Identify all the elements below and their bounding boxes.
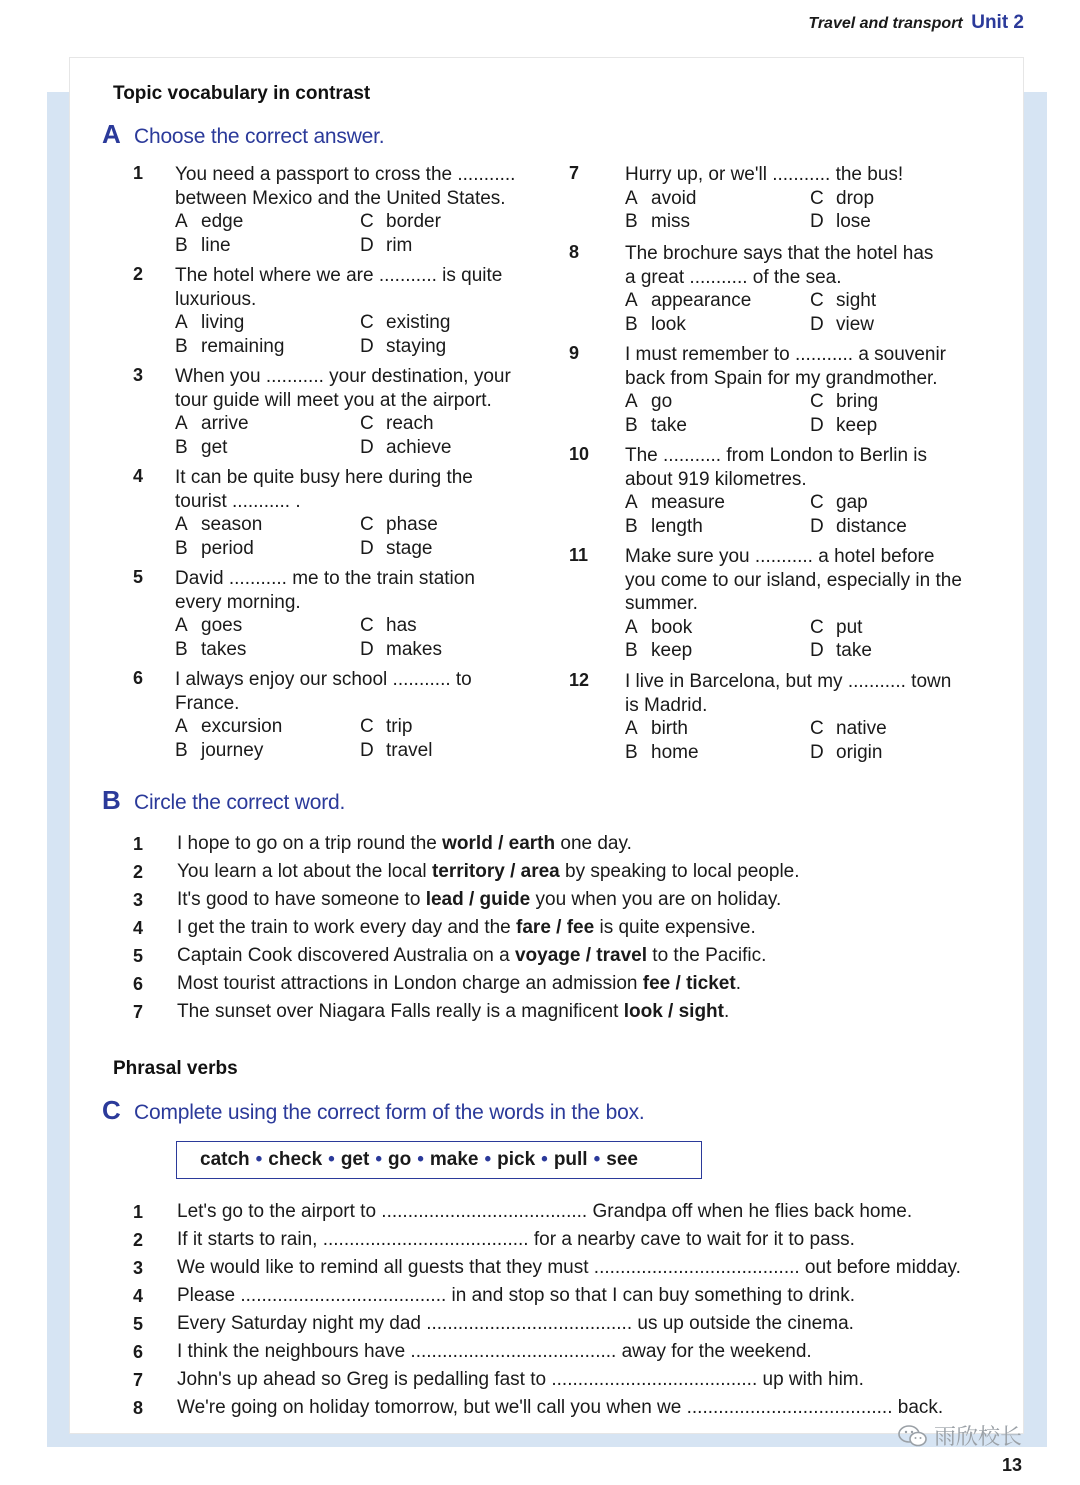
- circle-word-item: [133, 970, 953, 998]
- option-letter: D: [810, 414, 824, 436]
- answer-option-b: [625, 313, 805, 337]
- question-number: 8: [569, 242, 580, 262]
- gap-fill-sentence[interactable]: John's up ahead so Greg is pedalling fast to ....................................... up with him.: [177, 1369, 864, 1390]
- item-number: 5: [133, 946, 144, 966]
- sentence-text: to the Pacific.: [647, 945, 767, 966]
- question-stem: [175, 365, 535, 412]
- item-sentence: [177, 914, 756, 942]
- option-text: excursion: [201, 716, 283, 737]
- answer-option-d: [810, 515, 990, 539]
- word-box-item: go: [387, 1149, 412, 1170]
- task-c-letter: C: [102, 1095, 121, 1125]
- question-stem-line: The hotel where we are ........... is quite: [175, 265, 503, 286]
- answer-option-c: [810, 717, 990, 741]
- option-text: reach: [386, 413, 434, 434]
- answer-option-d: [810, 414, 990, 438]
- option-letter: C: [360, 514, 374, 535]
- answer-option-b: [175, 537, 355, 561]
- sentence-text: Captain Cook discovered Australia on a: [177, 945, 515, 966]
- gap-fill-item: [133, 1366, 993, 1394]
- answer-option-d: [810, 639, 990, 663]
- option-text: measure: [651, 492, 725, 513]
- question-stem-line: The brochure says that the hotel has: [625, 243, 934, 264]
- answer-option-a: [175, 614, 355, 638]
- question-stem-line: summer.: [625, 593, 698, 614]
- sentence-text: The sunset over Niagara Falls really is a magnificent: [177, 1001, 624, 1022]
- question-stem: [175, 567, 535, 614]
- answer-option-c: [360, 614, 540, 638]
- gap-fill-item: [133, 1282, 993, 1310]
- question-stem-line: every morning.: [175, 591, 301, 613]
- sentence-text: one day.: [555, 833, 632, 854]
- gap-fill-sentence[interactable]: Every Saturday night my dad ....................................... us up outside the cinema.: [177, 1313, 854, 1334]
- option-text: birth: [651, 718, 688, 739]
- option-text: edge: [201, 211, 244, 232]
- question-stem-line: The ........... from London to Berlin is: [625, 445, 928, 466]
- option-letter: C: [360, 413, 374, 434]
- word-separator: •: [255, 1149, 263, 1170]
- option-text: border: [386, 211, 441, 232]
- section-heading-phrasal-verbs: Phrasal verbs: [113, 1058, 238, 1079]
- watermark-text: 雨欣校长: [934, 1424, 1023, 1449]
- option-letter: B: [625, 414, 638, 436]
- word-separator: •: [417, 1149, 424, 1170]
- item-sentence: [177, 998, 729, 1026]
- circle-word-item: [133, 998, 953, 1026]
- answer-option-d: [360, 537, 540, 561]
- option-letter: D: [360, 436, 374, 458]
- option-letter: C: [360, 716, 374, 737]
- word-separator: •: [593, 1149, 601, 1170]
- task-b-header: [102, 785, 345, 816]
- word-box-item: catch: [200, 1149, 250, 1170]
- option-letter: D: [810, 640, 824, 661]
- option-letter: B: [175, 335, 188, 357]
- circle-word-list: [133, 830, 953, 1026]
- option-letter: A: [625, 616, 638, 638]
- gap-fill-item: [133, 1226, 993, 1254]
- option-text: journey: [201, 739, 264, 761]
- task-b-letter: B: [102, 785, 121, 815]
- question-stem-line: I always enjoy our school ........... to: [175, 669, 472, 690]
- option-text: arrive: [201, 413, 249, 434]
- item-number: 6: [133, 1342, 144, 1362]
- word-box-item: make: [429, 1149, 479, 1170]
- phrasal-verb-list: [133, 1198, 993, 1422]
- option-letter: A: [175, 615, 188, 636]
- option-letter: D: [360, 234, 374, 256]
- option-letter: C: [810, 616, 824, 638]
- option-letter: B: [175, 436, 188, 458]
- option-letter: B: [625, 515, 638, 537]
- option-letter: D: [360, 537, 374, 559]
- answer-option-a: [175, 715, 355, 739]
- gap-fill-item: [133, 1394, 993, 1422]
- option-text: existing: [386, 312, 451, 333]
- question-number: 6: [133, 668, 144, 688]
- option-text: period: [201, 537, 254, 559]
- answer-option-a: [175, 311, 355, 335]
- option-text: season: [201, 514, 263, 535]
- option-text: living: [201, 312, 245, 333]
- option-letter: C: [360, 615, 374, 636]
- option-letter: A: [175, 514, 188, 535]
- word-separator: •: [328, 1149, 335, 1170]
- option-text: achieve: [386, 436, 452, 458]
- word-choice[interactable]: voyage / travel: [514, 945, 648, 966]
- option-text: home: [651, 741, 699, 763]
- answer-option-c: [360, 715, 540, 739]
- option-letter: C: [810, 391, 824, 412]
- question-stem-line: I live in Barcelona, but my ........... town: [625, 671, 952, 692]
- option-text: look: [651, 313, 686, 335]
- sentence-text: is quite expensive.: [594, 917, 756, 938]
- option-letter: D: [810, 211, 824, 232]
- answer-option-b: [175, 638, 355, 662]
- question-stem-line: luxurious.: [175, 288, 257, 310]
- question-stem-line: When you ........... your destination, your: [175, 366, 511, 387]
- option-text: keep: [836, 414, 878, 436]
- sentence-text: I get the train to work every day and the: [177, 917, 517, 938]
- word-separator: •: [484, 1149, 492, 1170]
- question-number: 1: [133, 163, 144, 183]
- option-letter: C: [810, 187, 824, 209]
- question-number: 4: [133, 466, 144, 486]
- answer-option-c: [810, 491, 990, 515]
- option-text: takes: [201, 638, 247, 660]
- word-choice[interactable]: fee / ticket: [642, 973, 736, 994]
- question-stem-line: between Mexico and the United States.: [175, 187, 506, 209]
- answer-option-a: [625, 289, 805, 313]
- answer-option-d: [360, 739, 540, 763]
- answer-option-d: [810, 313, 990, 337]
- item-number: 3: [133, 1258, 144, 1278]
- answer-option-c: [360, 513, 540, 537]
- answer-option-a: [625, 390, 805, 414]
- option-letter: C: [810, 290, 824, 311]
- option-text: sight: [836, 290, 877, 311]
- sentence-text: you when you are on holiday.: [530, 889, 782, 910]
- item-sentence: [177, 858, 800, 886]
- answer-option-b: [625, 515, 805, 539]
- question-stem-line: David ........... me to the train station: [175, 568, 475, 589]
- option-text: stage: [386, 537, 433, 559]
- running-head-title: Travel and transport: [808, 15, 963, 32]
- answer-option-b: [175, 436, 355, 460]
- gap-fill-sentence[interactable]: I think the neighbours have ....................................... away for the weekend.: [177, 1341, 812, 1362]
- option-text: bring: [836, 391, 879, 412]
- option-letter: D: [810, 313, 824, 335]
- item-sentence: [177, 830, 632, 858]
- task-a-instruction: Choose the correct answer.: [134, 125, 385, 148]
- word-box-item: see: [606, 1149, 638, 1170]
- option-letter: B: [175, 234, 188, 256]
- option-text: put: [836, 616, 863, 638]
- option-text: appearance: [651, 290, 752, 311]
- option-text: get: [201, 436, 228, 458]
- option-letter: B: [175, 739, 188, 761]
- option-text: go: [651, 391, 673, 412]
- option-text: staying: [386, 335, 447, 357]
- circle-word-item: [133, 914, 953, 942]
- answer-option-d: [360, 638, 540, 662]
- answer-option-d: [810, 741, 990, 765]
- sentence-text: .: [723, 1001, 730, 1022]
- option-text: phase: [386, 514, 438, 535]
- question-stem-line: a great ........... of the sea.: [625, 266, 842, 288]
- option-letter: B: [625, 313, 638, 335]
- question-stem-line: You need a passport to cross the ...........: [175, 164, 516, 185]
- answer-option-b: [625, 741, 805, 765]
- option-letter: A: [175, 312, 188, 333]
- answer-option-a: [175, 513, 355, 537]
- gap-fill-sentence[interactable]: Let's go to the airport to ....................................... Grandpa off when he flies back home.: [177, 1201, 913, 1222]
- running-head-unit: Unit 2: [971, 12, 1024, 33]
- answer-option-b: [175, 234, 355, 258]
- word-box-item: pull: [553, 1149, 588, 1170]
- gap-fill-sentence[interactable]: We would like to remind all guests that they must ....................................... out before midday.: [177, 1257, 961, 1278]
- option-text: trip: [386, 716, 413, 737]
- option-text: rim: [386, 234, 413, 256]
- question-stem: [625, 545, 985, 616]
- answer-option-c: [810, 390, 990, 414]
- option-letter: A: [175, 413, 188, 434]
- option-text: length: [651, 515, 703, 537]
- question-stem-line: you come to our island, especially in the: [625, 569, 962, 591]
- sentence-text: It's good to have someone to: [177, 889, 426, 910]
- answer-option-c: [360, 311, 540, 335]
- question-stem: [625, 444, 985, 491]
- question-stem-line: It can be quite busy here during the: [175, 467, 473, 488]
- option-text: take: [651, 414, 687, 436]
- word-box-item: pick: [497, 1149, 536, 1170]
- option-text: has: [386, 615, 417, 636]
- option-letter: D: [810, 741, 824, 763]
- word-choice[interactable]: territory / area: [431, 861, 560, 882]
- item-sentence: [177, 886, 781, 914]
- option-text: native: [836, 718, 887, 739]
- task-a-header: [102, 119, 384, 150]
- option-text: gap: [836, 492, 868, 513]
- question-stem: [175, 668, 535, 715]
- answer-option-c: [810, 616, 990, 640]
- word-choice[interactable]: lead / guide: [425, 889, 531, 910]
- option-letter: A: [625, 718, 638, 739]
- option-letter: B: [625, 640, 638, 661]
- answer-option-b: [625, 639, 805, 663]
- option-letter: D: [360, 638, 374, 660]
- option-letter: A: [625, 187, 638, 209]
- question-stem: [175, 264, 535, 311]
- sentence-text: You learn a lot about the local: [177, 861, 432, 882]
- gap-fill-item: [133, 1198, 993, 1226]
- answer-option-a: [625, 187, 805, 211]
- option-text: view: [836, 313, 875, 335]
- question-number: 12: [569, 670, 590, 690]
- option-text: drop: [836, 187, 875, 209]
- option-letter: A: [625, 391, 638, 412]
- answer-option-d: [360, 234, 540, 258]
- gap-fill-item: [133, 1338, 993, 1366]
- option-letter: B: [625, 211, 638, 232]
- sentence-text: Most tourist attractions in London charge an admission: [177, 973, 643, 994]
- answer-option-d: [360, 335, 540, 359]
- question-stem-line: France.: [175, 692, 240, 714]
- answer-option-d: [810, 210, 990, 234]
- task-c-header: [102, 1095, 645, 1126]
- item-number: 2: [133, 1230, 144, 1250]
- running-head: [808, 12, 1024, 34]
- question-stem: [625, 343, 985, 390]
- option-text: keep: [651, 640, 693, 661]
- sentence-text: .: [735, 973, 741, 994]
- question-stem-line: Make sure you ........... a hotel before: [625, 546, 935, 567]
- question-stem-line: tourist ........... .: [175, 490, 301, 512]
- option-text: lose: [836, 211, 871, 232]
- task-c-instruction: Complete using the correct form of the words in the box.: [134, 1101, 645, 1124]
- question-number: 3: [133, 365, 144, 385]
- item-sentence: [177, 970, 741, 998]
- item-number: 3: [133, 890, 144, 910]
- question-stem: [625, 670, 985, 717]
- item-number: 5: [133, 1314, 144, 1334]
- question-stem-line: Hurry up, or we'll ........... the bus!: [625, 164, 904, 185]
- answer-option-a: [625, 717, 805, 741]
- gap-fill-sentence[interactable]: If it starts to rain, ....................................... for a nearby cave to wait for it to pass.: [177, 1229, 855, 1250]
- gap-fill-item: [133, 1310, 993, 1338]
- option-text: makes: [386, 638, 442, 660]
- option-letter: B: [175, 638, 188, 660]
- word-choice[interactable]: fare / fee: [516, 917, 595, 938]
- option-letter: A: [625, 290, 638, 311]
- question-number: 11: [569, 545, 589, 565]
- watermark: [898, 1420, 1022, 1451]
- question-stem: [175, 466, 535, 513]
- word-box-item: check: [268, 1149, 323, 1170]
- item-number: 4: [133, 1286, 144, 1306]
- gap-fill-sentence[interactable]: We're going on holiday tomorrow, but we'll call you when we ....................................... back.: [177, 1397, 944, 1418]
- option-letter: C: [360, 312, 374, 333]
- question-stem: [625, 163, 985, 187]
- question-number: 7: [569, 163, 580, 183]
- option-letter: C: [360, 211, 374, 232]
- word-separator: •: [541, 1149, 548, 1170]
- answer-option-c: [810, 187, 990, 211]
- sentence-text: I hope to go on a trip round the: [177, 833, 443, 854]
- option-letter: A: [175, 211, 188, 232]
- option-text: travel: [386, 739, 433, 761]
- answer-option-c: [810, 289, 990, 313]
- word-box-item: get: [340, 1149, 370, 1170]
- question-stem-line: back from Spain for my grandmother.: [625, 367, 938, 389]
- answer-option-d: [360, 436, 540, 460]
- answer-option-a: [625, 616, 805, 640]
- option-text: remaining: [201, 335, 285, 357]
- option-letter: D: [810, 515, 824, 537]
- answer-option-c: [360, 412, 540, 436]
- item-number: 1: [133, 834, 144, 854]
- item-number: 7: [133, 1370, 144, 1390]
- question-number: 9: [569, 343, 580, 363]
- sentence-text: by speaking to local people.: [559, 861, 800, 882]
- gap-fill-sentence[interactable]: Please ....................................... in and stop so that I can buy something to drink.: [177, 1285, 855, 1306]
- word-choice[interactable]: world / earth: [442, 833, 556, 854]
- item-number: 7: [133, 1002, 144, 1022]
- circle-word-item: [133, 830, 953, 858]
- word-box: [176, 1141, 702, 1179]
- option-letter: A: [175, 716, 188, 737]
- answer-option-b: [175, 739, 355, 763]
- answer-option-a: [175, 412, 355, 436]
- answer-option-b: [175, 335, 355, 359]
- circle-word-item: [133, 858, 953, 886]
- task-a-letter: A: [102, 119, 121, 149]
- item-number: 8: [133, 1398, 144, 1418]
- option-text: distance: [836, 515, 907, 537]
- answer-option-c: [360, 210, 540, 234]
- question-number: 10: [569, 444, 590, 464]
- item-number: 2: [133, 862, 144, 882]
- item-sentence: [177, 942, 766, 970]
- option-text: book: [651, 616, 693, 638]
- item-number: 1: [133, 1202, 144, 1222]
- question-stem-line: I must remember to ........... a souvenir: [625, 344, 946, 365]
- option-text: miss: [651, 211, 691, 232]
- option-letter: B: [625, 741, 638, 763]
- circle-word-item: [133, 886, 953, 914]
- option-letter: C: [810, 492, 824, 513]
- option-text: avoid: [651, 187, 697, 209]
- word-choice[interactable]: look / sight: [623, 1001, 724, 1022]
- option-letter: D: [360, 335, 374, 357]
- answer-option-a: [625, 491, 805, 515]
- option-letter: B: [175, 537, 188, 559]
- option-text: line: [201, 234, 231, 256]
- question-stem-line: tour guide will meet you at the airport.: [175, 389, 492, 411]
- circle-word-item: [133, 942, 953, 970]
- question-number: 5: [133, 567, 144, 587]
- option-text: take: [836, 640, 872, 661]
- answer-option-b: [625, 414, 805, 438]
- option-text: goes: [201, 615, 243, 636]
- question-stem-line: about 919 kilometres.: [625, 468, 807, 490]
- item-number: 4: [133, 918, 144, 938]
- answer-option-a: [175, 210, 355, 234]
- page-number: 13: [1002, 1455, 1023, 1475]
- option-text: origin: [836, 741, 883, 763]
- word-separator: •: [375, 1149, 382, 1170]
- question-stem: [625, 242, 985, 289]
- question-number: 2: [133, 264, 144, 284]
- item-number: 6: [133, 974, 144, 994]
- gap-fill-item: [133, 1254, 993, 1282]
- section-heading-vocabulary: Topic vocabulary in contrast: [113, 83, 371, 104]
- option-letter: D: [360, 739, 374, 761]
- option-letter: C: [810, 718, 824, 739]
- option-letter: A: [625, 492, 638, 513]
- question-stem-line: is Madrid.: [625, 694, 708, 716]
- task-b-instruction: Circle the correct word.: [134, 791, 346, 814]
- answer-option-b: [625, 210, 805, 234]
- wechat-icon: [898, 1424, 928, 1448]
- question-stem: [175, 163, 535, 210]
